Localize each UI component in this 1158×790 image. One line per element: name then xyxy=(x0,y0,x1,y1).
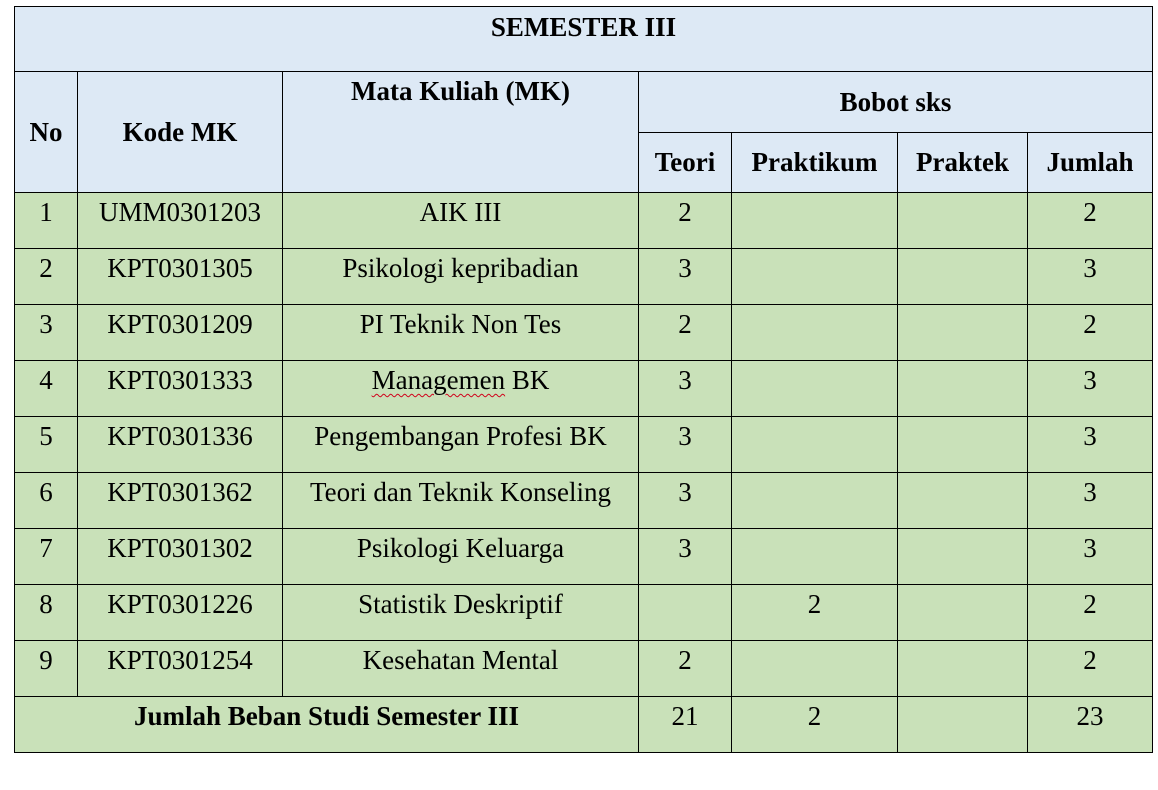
cell-jumlah: 2 xyxy=(1028,193,1153,249)
cell-praktek xyxy=(898,473,1028,529)
spellcheck-word: Managemen xyxy=(371,365,506,395)
header-kode-mk: Kode MK xyxy=(78,72,283,193)
cell-praktek xyxy=(898,641,1028,697)
cell-teori: 3 xyxy=(639,249,732,305)
header-teori: Teori xyxy=(639,133,732,193)
cell-no: 7 xyxy=(15,529,78,585)
cell-praktek xyxy=(898,585,1028,641)
cell-praktek xyxy=(898,305,1028,361)
cell-praktikum xyxy=(732,305,898,361)
table-row xyxy=(15,417,1153,473)
cell-praktek xyxy=(898,417,1028,473)
cell-mata-kuliah: Statistik Deskriptif xyxy=(283,585,639,641)
cell-jumlah: 2 xyxy=(1028,585,1153,641)
semester-table xyxy=(14,6,1153,753)
cell-praktikum xyxy=(732,193,898,249)
cell-mata-kuliah: AIK III xyxy=(283,193,639,249)
cell-jumlah: 3 xyxy=(1028,473,1153,529)
cell-kode: KPT0301333 xyxy=(78,361,283,417)
cell-kode: KPT0301254 xyxy=(78,641,283,697)
header-praktikum: Praktikum xyxy=(732,133,898,193)
total-label: Jumlah Beban Studi Semester III xyxy=(15,697,639,753)
mk-word-rest: BK xyxy=(505,365,550,395)
cell-mata-kuliah xyxy=(283,361,639,417)
cell-praktikum xyxy=(732,529,898,585)
title-row xyxy=(15,7,1153,72)
cell-praktikum xyxy=(732,473,898,529)
cell-kode: KPT0301336 xyxy=(78,417,283,473)
header-no: No xyxy=(15,72,78,193)
cell-praktikum xyxy=(732,249,898,305)
cell-praktek xyxy=(898,361,1028,417)
cell-praktek xyxy=(898,249,1028,305)
table-row xyxy=(15,585,1153,641)
cell-kode: KPT0301226 xyxy=(78,585,283,641)
table-row xyxy=(15,641,1153,697)
cell-teori: 2 xyxy=(639,641,732,697)
cell-jumlah: 2 xyxy=(1028,305,1153,361)
table-row xyxy=(15,305,1153,361)
cell-mata-kuliah: PI Teknik Non Tes xyxy=(283,305,639,361)
cell-no: 2 xyxy=(15,249,78,305)
table-title: SEMESTER III xyxy=(15,7,1153,72)
total-praktek xyxy=(898,697,1028,753)
cell-praktikum xyxy=(732,417,898,473)
header-mata-kuliah: Mata Kuliah (MK) xyxy=(283,72,639,193)
cell-teori: 3 xyxy=(639,417,732,473)
cell-no: 3 xyxy=(15,305,78,361)
header-jumlah: Jumlah xyxy=(1028,133,1153,193)
cell-mata-kuliah: Psikologi Keluarga xyxy=(283,529,639,585)
cell-no: 9 xyxy=(15,641,78,697)
cell-kode: KPT0301302 xyxy=(78,529,283,585)
cell-praktikum xyxy=(732,641,898,697)
cell-kode: KPT0301362 xyxy=(78,473,283,529)
cell-teori: 2 xyxy=(639,193,732,249)
cell-praktek xyxy=(898,529,1028,585)
total-teori: 21 xyxy=(639,697,732,753)
cell-mata-kuliah: Kesehatan Mental xyxy=(283,641,639,697)
total-praktikum: 2 xyxy=(732,697,898,753)
cell-no: 6 xyxy=(15,473,78,529)
cell-teori xyxy=(639,585,732,641)
cell-no: 5 xyxy=(15,417,78,473)
cell-teori: 3 xyxy=(639,361,732,417)
cell-praktikum xyxy=(732,361,898,417)
table-row xyxy=(15,193,1153,249)
cell-mata-kuliah: Teori dan Teknik Konseling xyxy=(283,473,639,529)
cell-teori: 3 xyxy=(639,473,732,529)
cell-mata-kuliah: Psikologi kepribadian xyxy=(283,249,639,305)
table-row xyxy=(15,361,1153,417)
cell-kode: UMM0301203 xyxy=(78,193,283,249)
table-row xyxy=(15,249,1153,305)
header-bobot-sks: Bobot sks xyxy=(639,72,1153,133)
cell-praktek xyxy=(898,193,1028,249)
cell-jumlah: 2 xyxy=(1028,641,1153,697)
cell-kode: KPT0301305 xyxy=(78,249,283,305)
cell-no: 8 xyxy=(15,585,78,641)
cell-jumlah: 3 xyxy=(1028,417,1153,473)
total-row xyxy=(15,697,1153,753)
cell-no: 4 xyxy=(15,361,78,417)
header-row-1 xyxy=(15,72,1153,133)
cell-mata-kuliah: Pengembangan Profesi BK xyxy=(283,417,639,473)
table-row xyxy=(15,473,1153,529)
cell-jumlah: 3 xyxy=(1028,249,1153,305)
header-praktek: Praktek xyxy=(898,133,1028,193)
cell-jumlah: 3 xyxy=(1028,529,1153,585)
total-jumlah: 23 xyxy=(1028,697,1153,753)
cell-teori: 2 xyxy=(639,305,732,361)
table-row xyxy=(15,529,1153,585)
cell-jumlah: 3 xyxy=(1028,361,1153,417)
cell-kode: KPT0301209 xyxy=(78,305,283,361)
cell-no: 1 xyxy=(15,193,78,249)
cell-teori: 3 xyxy=(639,529,732,585)
cell-praktikum: 2 xyxy=(732,585,898,641)
